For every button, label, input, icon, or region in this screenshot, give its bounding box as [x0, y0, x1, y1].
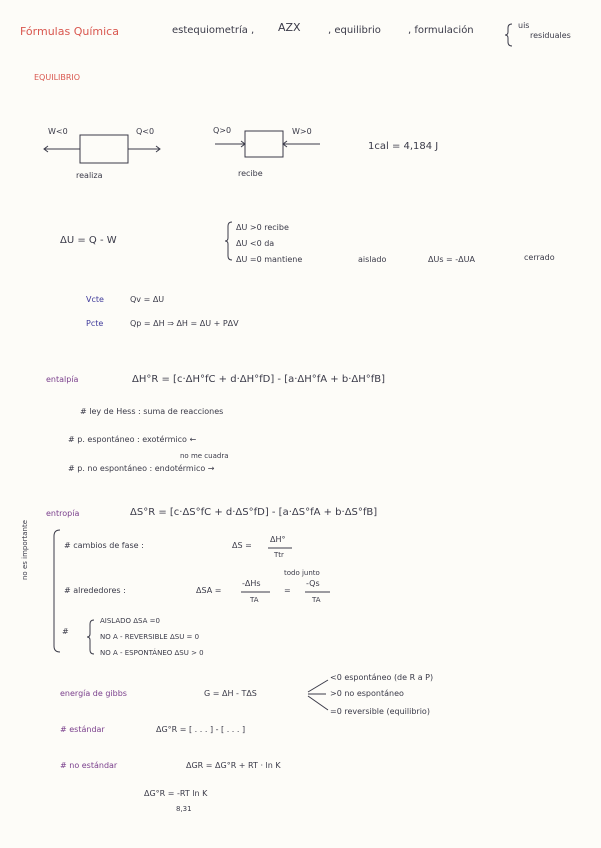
header-topic-estequiometria: estequiometría , — [172, 25, 255, 36]
header-brace-text-1: uis — [518, 21, 530, 30]
gibbs-equation: G = ΔH - TΔS — [204, 689, 257, 698]
no-estandar-equation: ΔGR = ΔG°R + RT · ln K — [186, 761, 281, 770]
entalpia-label: entalpía — [46, 375, 79, 384]
fase-numerator: ΔH° — [270, 535, 286, 544]
alrededores-label: # alrededores : — [64, 586, 126, 595]
gibbs-label: energía de gibbs — [60, 689, 127, 698]
no-estandar-label: # no estándar — [60, 761, 118, 770]
entalpia-bullet-hess: # ley de Hess : suma de reacciones — [80, 407, 224, 416]
alrededores-note: todo junto — [284, 569, 320, 577]
aislado-label: aislado — [358, 255, 387, 264]
estandar-label: # estándar — [60, 725, 105, 734]
first-law-equation: ΔU = Q - W — [60, 235, 117, 246]
pcte-label: Pcte — [86, 319, 104, 328]
fase-lhs: ΔS = — [232, 541, 252, 550]
alrededores-lhs: ΔSA = — [196, 586, 222, 595]
calorie-conversion: 1cal = 4,184 J — [368, 141, 439, 152]
page-title: Fórmulas Química — [20, 25, 119, 38]
entropia-label: entropía — [46, 509, 80, 518]
alrededores-den-1: TA — [250, 596, 259, 604]
alrededores-equals: = — [284, 586, 291, 595]
cerrado-label: cerrado — [524, 253, 555, 262]
left-q-label: Q<0 — [136, 127, 155, 136]
entalpia-equation: ΔH°R = [c·ΔH°fC + d·ΔH°fD] - [a·ΔH°fA + b·ΔH°fB] — [132, 374, 386, 385]
vcte-equation: Qv = ΔU — [130, 295, 165, 304]
gibbs-case-2: >0 no espontáneo — [330, 689, 404, 698]
fase-denominator: Ttr — [274, 551, 284, 559]
alrededores-den-2: TA — [312, 596, 321, 604]
estandar-equation: ΔG°R = [ . . . ] - [ . . . ] — [156, 725, 246, 734]
aislado-line-1: AISLADO ΔSA =0 — [100, 617, 160, 625]
entropia-equation: ΔS°R = [c·ΔS°fC + d·ΔS°fD] - [a·ΔS°fA + b·ΔS°fB] — [130, 507, 378, 518]
alrededores-num-1: -ΔHs — [242, 579, 261, 588]
no-estandar-note: 8,31 — [176, 805, 192, 813]
right-caption: recibe — [238, 169, 263, 178]
entalpia-side-note: no me cuadra — [180, 452, 229, 460]
entalpia-bullet-no-espontaneo: # p. no espontáneo : endotérmico → — [68, 464, 215, 473]
right-w-label: W>0 — [292, 127, 312, 136]
header-notation: AZX — [278, 21, 301, 34]
left-caption: realiza — [76, 171, 103, 180]
pcte-equation: Qp = ΔH ⇒ ΔH = ΔU + PΔV — [130, 319, 239, 328]
gibbs-case-1: <0 espontáneo (de R a P) — [330, 673, 434, 682]
entalpia-bullet-espontaneo: # p. espontáneo : exotérmico ← — [68, 435, 197, 444]
vcte-label: Vcte — [86, 295, 104, 304]
no-estandar-equation-2: ΔG°R = -RT ln K — [144, 789, 208, 798]
first-law-case-3: ΔU =0 mantiene — [236, 255, 303, 264]
first-law-case-2: ΔU <0 da — [236, 239, 275, 248]
header-topic-formulacion: , formulación — [408, 25, 474, 36]
fase-label: # cambios de fase : — [64, 541, 144, 550]
alrededores-num-2: -Qs — [306, 579, 320, 588]
aislado-hash: # — [62, 627, 69, 636]
right-q-label: Q>0 — [213, 126, 232, 135]
aislado-line-3: NO A - ESPONTÁNEO ΔSU > 0 — [100, 649, 204, 657]
section-title: EQUILIBRIO — [34, 73, 81, 82]
aislado-line-2: NO A - REVERSIBLE ΔSU = 0 — [100, 633, 200, 641]
header-brace-text-2: residuales — [530, 31, 571, 40]
entropia-side-note: no es importante — [21, 519, 29, 580]
aislado-relation: ΔUs = -ΔUA — [428, 255, 475, 264]
left-w-label: W<0 — [48, 127, 68, 136]
gibbs-case-3: =0 reversible (equilibrio) — [330, 707, 430, 716]
first-law-case-1: ΔU >0 recibe — [236, 223, 289, 232]
header-topic-equilibrio: , equilibrio — [328, 25, 381, 36]
